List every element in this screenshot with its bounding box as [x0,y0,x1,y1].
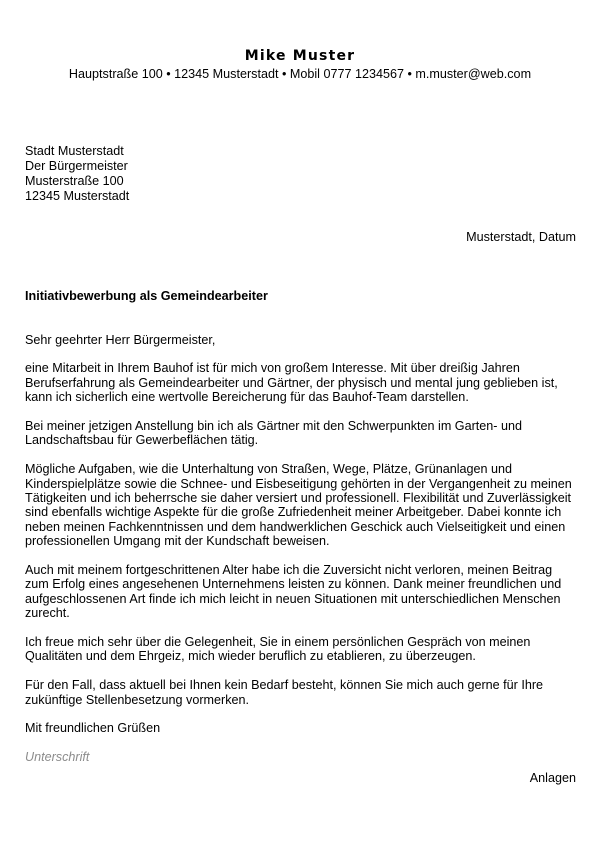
salutation: Sehr geehrter Herr Bürgermeister, [25,333,216,347]
closing: Mit freundlichen Grüßen [25,721,161,736]
subject-line: Initiativbewerbung als Gemeindearbeiter [25,289,268,303]
paragraph-interview: Ich freue mich sehr über die Gelegenheit, Sie in einem persönlichen Gespräch von meinen Qualitäten und dem Ehrgeiz, mich wieder beruflich zu etablieren, zu überzeugen. [25,635,531,664]
signature-placeholder: Unterschrift [25,749,90,764]
recipient-address [25,144,129,204]
sender-name: Mike Muster [244,48,356,64]
sender-contact-line: Hauptstraße 100 • 12345 Musterstadt • Mobil 0777 1234567 • m.muster@web.com [68,67,532,81]
letter-body [25,333,585,764]
recipient-line-organization: Stadt Musterstadt [25,144,124,158]
paragraph-age: Auch mit meinem fortgeschrittenen Alter habe ich die Zuversicht nicht verloren, meinen Beitrag zum Erfolg eines angesehenen Unternehmens leisten zu können. Dank meiner freundlichen und aufgeschlossenen Art finde ich mich leicht in neuen Situationen mit unterschiedlichen Menschen zurecht. [25,563,562,621]
recipient-line-person: Der Bürgermeister [25,159,128,173]
paragraph-interest: eine Mitarbeit in Ihrem Bauhof ist für mich von großem Interesse. Mit über dreißig Jahren Berufserfahrung als Gemeindearbeiter und Gärtner, der physisch und mental jung geblieben ist, kann ich sicherlich eine wertvolle Bereicherung für das Bauhof-Team darstellen. [25,361,558,405]
recipient-line-city: 12345 Musterstadt [25,189,130,203]
paragraph-current-position: Bei meiner jetzigen Anstellung bin ich als Gärtner mit den Schwerpunkten im Garten- und Landschaftsbau für Gewerbeflächen tätig. [25,419,523,448]
place-date: Musterstadt, Datum [466,230,576,244]
paragraph-tasks: Mögliche Aufgaben, wie die Unterhaltung von Straßen, Wege, Plätze, Grünanlagen und Kinderspielplätze sowie die Schnee- und Eisbeseitigung gehörten in der Vergangenheit zu meinen Tätigkeiten und ich beherrsche sie daher versiert und professionell. Flexibilität und Zuverlässigkeit sind ebenfalls wichtige Aspekte für die große Zufriedenheit meiner Arbeitgeber. Dabei konnte ich neben meinen Fachkenntnissen und dem handwerklichen Geschick auch Vielseitigkeit und einen professionellen Umgang mit der Kundschaft beweisen. [25,462,572,549]
enclosures-label: Anlagen [529,771,576,785]
recipient-line-street: Musterstraße 100 [25,174,124,188]
paragraph-future: Für den Fall, dass aktuell bei Ihnen kein Bedarf besteht, können Sie mich auch gerne für Ihre zukünftige Stellenbesetzung vormerken. [25,678,544,707]
